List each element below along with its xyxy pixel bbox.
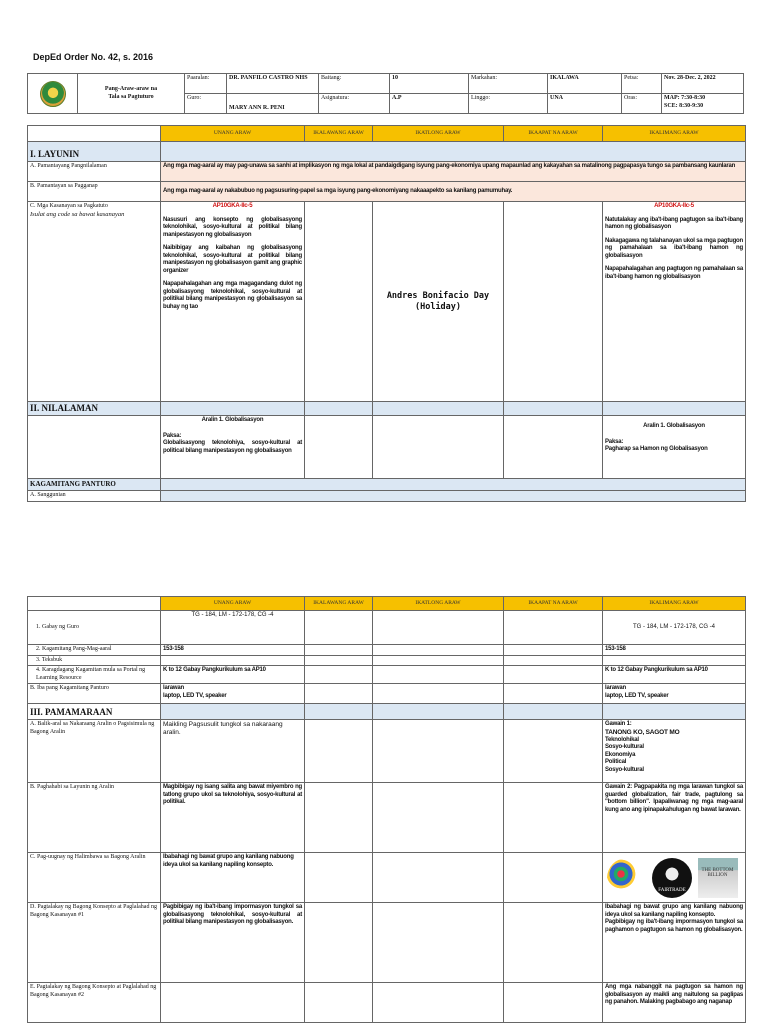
day1-nilalaman: Aralin 1. Globalisasyon Paksa: Globalisasyong teknolohiya, sosyo-kultural at political bilang manipestasyon ng globalisasyon	[161, 416, 305, 479]
layunin-blank	[161, 142, 746, 162]
markahan-label: Markahan:	[469, 74, 548, 94]
sanggunian-label: A. Sanggunian	[28, 491, 161, 502]
bottom-billion-book-image: THE BOTTOM BILLION	[698, 858, 738, 898]
school-logo-icon	[40, 81, 66, 107]
day3-nilalaman	[373, 416, 504, 479]
day5-pagtalakay-2: Ang mga nabanggit na pagtugon sa hamon ng globalisasyon ay maikli ang naitulong sa paglipas ng panahon. Malaking pagbabago ang naganap	[603, 983, 746, 1023]
day5-nilalaman: Aralin 1. Globalisasyon Paksa: Pagharap sa Hamon ng Globalisasyon	[603, 416, 746, 479]
holiday-cell: Andres Bonifacio Day (Holiday)	[373, 202, 504, 402]
fairtrade-image: FAIRTRADE	[652, 858, 692, 898]
day1-kasanayan: AP10GKA-IIc-5 Nasusuri ang konsepto ng globalisasyong teknolohikal, sosyo-kultural at politikal bilang manipestasyon ng globalisasyon Naibibigay ang kaibahan ng globalisasyong teknolohikal, sosyo-kultural at politikal bilang manipestasyon ng globalisasyon gamit ang graphic organizer Napapahalagahan ang mga magagandang dulot ng globalisasyong teknolohikal, sosyo-kultural at politikal bilang manipestasyon ng globalisasyon sa buhay ng tao	[161, 202, 305, 402]
layunin-heading: I. LAYUNIN	[28, 142, 161, 162]
paguugnay-label: C. Pag-uugnay ng Halimbawa sa Bagong Aralin	[28, 853, 161, 903]
day2-nilalaman	[305, 416, 373, 479]
header-table	[27, 73, 744, 114]
petsa-value: Nov. 28-Dec. 2, 2022	[662, 74, 744, 94]
baitang-value: 10	[390, 74, 469, 94]
day1-balik-aral: Maikling Pagsusulit tungkol sa nakaraang aralin.	[161, 720, 305, 783]
markahan-value: IKALAWA	[548, 74, 622, 94]
day-header-5: IKALIMANG ARAW	[603, 126, 746, 142]
day5-kasanayan: AP10GKA-IIc-5 Natutalakay ang iba't-ibang pagtugon sa iba't-ibang hamon ng globalisasyon Nakagagawa ng talahanayan ukol sa mga pagtugon ng pamahalaan sa iba't-ibang hamon ng globalisasyon Napapahalagahan ang pagtugon ng pamahalaan sa iba't-ibang hamon ng globalisasyon	[603, 202, 746, 402]
day5-images	[603, 853, 746, 903]
pagtalakay-2-label: E. Pagtalakay ng Bagong Konsepto at Paglalahad ng Bagong Kasanayan #2	[28, 983, 161, 1023]
t2-day-header-3: IKATLONG ARAW	[373, 597, 504, 611]
guro-value: MARY ANN R. PENI	[227, 94, 319, 114]
petsa-label: Petsa:	[622, 74, 662, 94]
day5-balik-aral: Gawain 1: TANONG KO, SAGOT MO Teknolohikal Sosyo-kultural Ekonomiya Political Sosyo-kultural	[603, 720, 746, 783]
globalization-image	[607, 858, 647, 898]
pamamaraan-heading: III. PAMAMARAAN	[28, 704, 161, 720]
pamantayan-pagganap-text: Ang mga mag-aaral ay nakabubuo ng pagsusuring-papel sa mga isyung pang-ekonomiyang nakaaapekto sa kanilang pamumuhay.	[161, 182, 746, 202]
t2-day-header-4: IKAAPAT NA ARAW	[504, 597, 603, 611]
school-logo-cell	[28, 74, 78, 114]
t2-day-header-2: IKALAWANG ARAW	[305, 597, 373, 611]
oras-label: Oras:	[622, 94, 662, 114]
baitang-label: Baitang:	[319, 74, 390, 94]
pamantayang-pangnilalaman-text: Ang mga mag-aaral ay may pag-unawa sa sanhi at implikasyon ng mga lokal at pandaigdigang isyung pang-ekonomiya upang mapaunlad ang kakayahan sa matalinong pagpapasya tungo sa pambansang kaunlaran	[161, 162, 746, 182]
form-title: Pang-Araw-araw na Tala sa Pagtuturo	[78, 74, 185, 114]
day1-pagtalakay-1: Pagbibigay ng iba't-ibang impormasyon tungkol sa globalisasyong teknolohikal, sosyo-kultural at politikal bilang manipestasyon ng globalisasyon.	[161, 903, 305, 983]
lesson-table-2	[27, 596, 746, 1023]
teksbuk-label: 3. Teksbuk	[28, 655, 161, 666]
asignatura-value: A.P	[390, 94, 469, 114]
day5-kagamitan: 153-158	[603, 645, 746, 656]
paghahabi-label: B. Paghahabi sa Layunin ng Aralin	[28, 783, 161, 853]
guro-label: Guro:	[185, 94, 227, 114]
lesson-table-1	[27, 125, 746, 502]
oras-value: MAP: 7:30-8:30 SCE: 8:30-9:30	[662, 94, 744, 114]
pagtalakay-1-label: D. Pagtalakay ng Bagong Konsepto at Paglalahad ng Bagong Kasanayan #1	[28, 903, 161, 983]
day1-karagdagang: K to 12 Gabay Pangkurikulum sa AP10	[161, 666, 305, 684]
day1-code: AP10GKA-IIc-5	[212, 203, 253, 209]
gabay-guro-label: 1. Gabay ng Guro	[28, 611, 161, 645]
day5-iba: larawan laptop, LED TV, speaker	[603, 684, 746, 704]
day4-nilalaman	[504, 416, 603, 479]
karagdagang-label: 4. Karagdagang Kagamitan mula sa Portal ng Learning Resource	[28, 666, 161, 684]
day-header-3: IKATLONG ARAW	[373, 126, 504, 142]
nilalaman-heading: II. NILALAMAN	[28, 402, 161, 416]
day1-paguugnay: Ibabahagi ng bawat grupo ang kanilang nabuong ideya ukol sa kanilang napiling konsepto.	[161, 853, 305, 903]
linggo-label: Linggo:	[469, 94, 548, 114]
kagamitan-magaaral-label: 2. Kagamitang Pang-Mag-aaral	[28, 645, 161, 656]
deped-order-title: DepEd Order No. 42, s. 2016	[33, 52, 154, 62]
pamantayan-pagganap-label: B. Pamantayan sa Pagganap	[28, 182, 161, 202]
day5-code: AP10GKA-IIc-5	[654, 203, 694, 209]
day-header-2: IKALAWANG ARAW	[305, 126, 373, 142]
day5-paghahabi: Gawain 2: Pagpapakita ng mga larawan tungkol sa guarded globalization, fair trade, pagtulong sa "bottom billion". Ipapaliwanag ng mga mag-aaral kung ano ang ipinapakahulugan ng bawat larawan.	[603, 783, 746, 853]
paaralan-label: Paaralan:	[185, 74, 227, 94]
pamantayang-pangnilalaman-label: A. Pamantayang Pangnilalaman	[28, 162, 161, 182]
day1-iba: larawan laptop, LED TV, speaker	[161, 684, 305, 704]
asignatura-label: Asignatura:	[319, 94, 390, 114]
kasanayan-label: C. Mga Kasanayan sa Pagkatuto Isulat ang code sa bawat kasanayan	[28, 202, 161, 402]
day5-pagtalakay-1: Ibabahagi ng bawat grupo ang kanilang nabuong ideya ukol sa kanilang napiling konsepto. Pagbibigay ng iba't-ibang impormasyon tungkol sa paghamon o pagtugon sa hamon ng globalisasyon.	[603, 903, 746, 983]
kagamitan-heading: KAGAMITANG PANTURO	[28, 479, 161, 491]
corner-cell	[28, 126, 161, 142]
day4-kasanayan	[504, 202, 603, 402]
t2-day-header-5: IKALIMANG ARAW	[603, 597, 746, 611]
linggo-value: UNA	[548, 94, 622, 114]
day5-karagdagang: K to 12 Gabay Pangkurikulum sa AP10	[603, 666, 746, 684]
day5-gabay: TG - 184, LM - 172-178, CG -4	[603, 611, 746, 645]
t2-day-header-1: UNANG ARAW	[161, 597, 305, 611]
day1-paghahabi: Magbibigay ng isang salita ang bawat miyembro ng tatlong grupo ukol sa teknolohiya, sosyo-kultural at politikal.	[161, 783, 305, 853]
paaralan-value: DR. PANFILO CASTRO NHS	[227, 74, 319, 94]
day2-kasanayan	[305, 202, 373, 402]
day-header-1: UNANG ARAW	[161, 126, 305, 142]
day1-gabay: TG - 184, LM - 172-178, CG -4	[161, 611, 305, 645]
day-header-4: IKAAPAT NA ARAW	[504, 126, 603, 142]
balik-aral-label: A. Balik-aral sa Nakaraang Aralin o Pagsisimula ng Bagong Aralin	[28, 720, 161, 783]
nilalaman-label-blank	[28, 416, 161, 479]
iba-kagamitan-label: B. Iba pang Kagamitang Panturo	[28, 684, 161, 704]
day1-kagamitan: 153-158	[161, 645, 305, 656]
